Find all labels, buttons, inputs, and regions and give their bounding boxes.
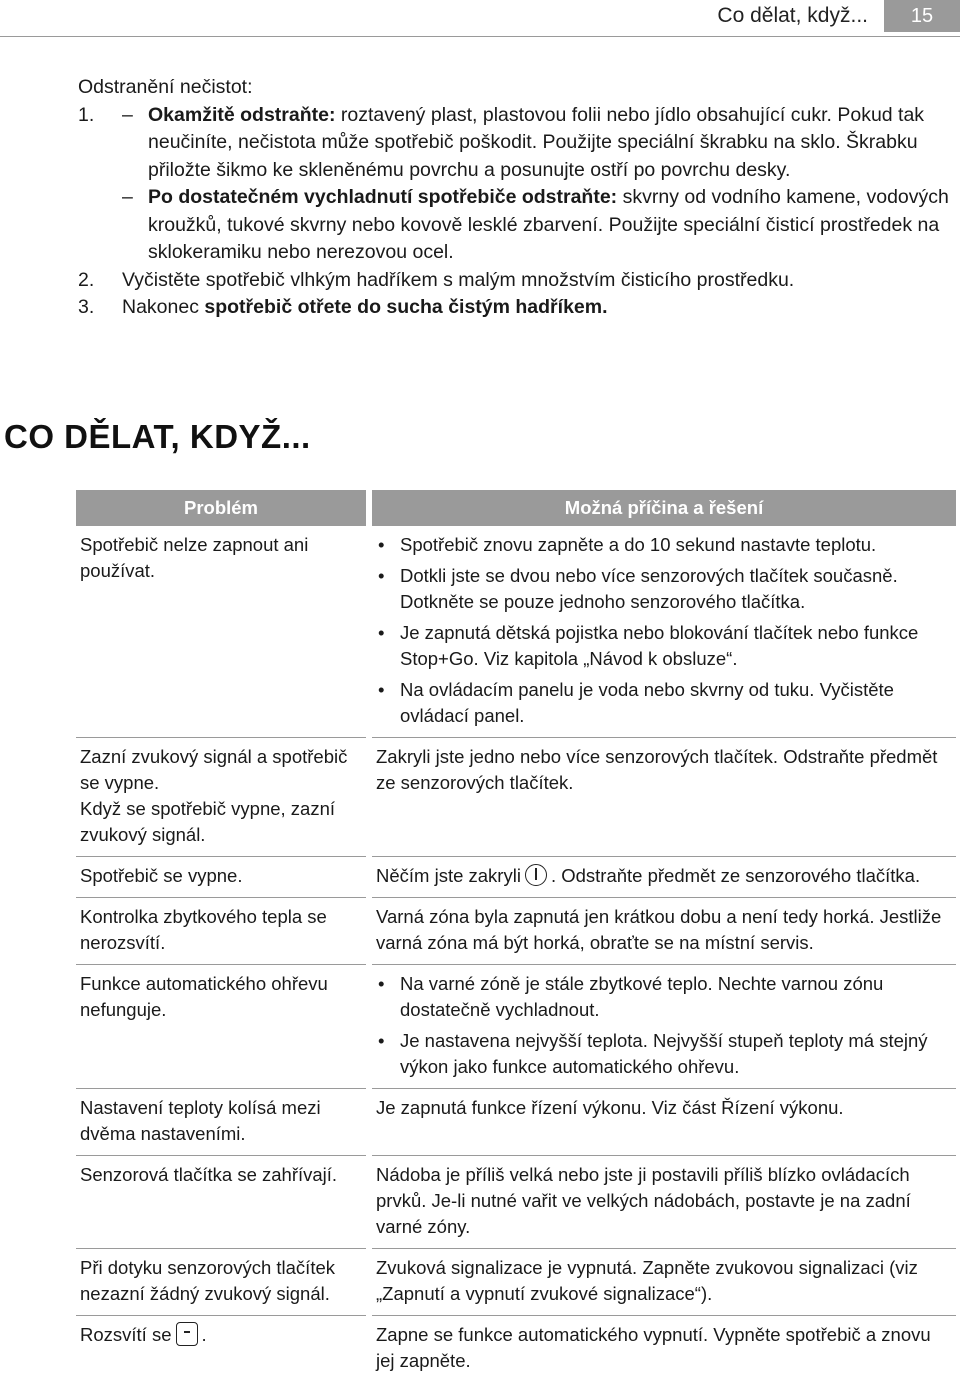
- problem-cell: Spotřebič se vypne.: [76, 857, 366, 898]
- cleaning-instructions: [78, 74, 950, 322]
- cleaning-step-1: [78, 102, 950, 185]
- problem-cell: Funkce automatického ohřevu nefunguje.: [76, 965, 366, 1089]
- solution-cell: Zakryli jste jedno nebo více senzorových tlačítek. Odstraňte předmět ze senzorových tlačítek.: [372, 738, 956, 857]
- list-item: • Dotkli jste se dvou nebo více senzorových tlačítek současně. Dotkněte se pouze jednoho senzorového tlačítka.: [376, 563, 952, 615]
- list-item: • Je nastavena nejvyšší teplota. Nejvyšší stupeň teploty má stejný výkon jako funkce automatického ohřevu.: [376, 1028, 952, 1080]
- column-header-problem: Problém: [76, 490, 366, 526]
- solution-cell: [372, 526, 956, 738]
- page-number: 15: [884, 0, 960, 32]
- section-title: CO DĚLAT, KDYŽ...: [4, 418, 311, 455]
- solution-cell: [372, 965, 956, 1089]
- table-row: [76, 965, 956, 1089]
- table-row: [76, 526, 956, 738]
- step-1b-bold: Po dostatečném vychladnutí spotřebiče odstraňte:: [148, 186, 618, 208]
- table-header: [76, 490, 956, 526]
- solution-cell: Je zapnutá funkce řízení výkonu. Viz část Řízení výkonu.: [372, 1089, 956, 1156]
- page-header: [0, 0, 960, 36]
- step-3-text: Nakonec: [122, 296, 205, 318]
- problem-cell: Senzorová tlačítka se zahřívají.: [76, 1156, 366, 1249]
- column-header-solution: Možná příčina a řešení: [372, 490, 956, 526]
- on-off-icon: [525, 864, 547, 886]
- cleaning-step-3: [78, 294, 950, 322]
- troubleshooting-table: [76, 490, 956, 1382]
- problem-cell: Kontrolka zbytkového tepla se nerozsvítí.: [76, 898, 366, 965]
- solution-cell: Zvuková signalizace je vypnutá. Zapněte zvukovou signalizaci (viz „Zapnutí a vypnutí zvukové signalizace“).: [372, 1249, 956, 1316]
- problem-cell: Spotřebič nelze zapnout ani používat.: [76, 526, 366, 738]
- problem-cell: [76, 738, 366, 857]
- cleaning-intro: Odstranění nečistot:: [78, 76, 253, 98]
- header-title: Co dělat, když...: [717, 4, 868, 27]
- problem-text: Rozsvítí se: [80, 1324, 172, 1345]
- solution-list: [376, 532, 952, 729]
- solution-cell: Nádoba je příliš velká nebo jste ji postavili příliš blízko ovládacích prvků. Je-li nutné vařit ve velkých nádobách, postavte je na zadní varné zóny.: [372, 1156, 956, 1249]
- step-3-bold: spotřebič otřete do sucha čistým hadříkem.: [204, 296, 608, 318]
- problem-cell: Při dotyku senzorových tlačítek nezazní žádný zvukový signál.: [76, 1249, 366, 1316]
- step-1-text-wrap: [122, 102, 950, 185]
- step-2-text: Vyčistěte spotřebič vlhkým hadříkem s malým množstvím čisticího prostředku.: [122, 268, 795, 291]
- table-row: [76, 857, 956, 898]
- solution-cell: Zapne se funkce automatického vypnutí. Vypněte spotřebič a znovu jej zapněte.: [376, 1324, 931, 1371]
- problem-cell: Nastavení teploty kolísá mezi dvěma nastaveními.: [76, 1089, 366, 1156]
- step-number: 3.: [78, 296, 95, 318]
- problem-text: .: [201, 1324, 207, 1345]
- table-row: [76, 1249, 956, 1316]
- step-1-text: roztavený plast, plastovou folii nebo jídlo obsahující cukr. Pokud tak neučiníte, nečistota může spotřebič poškodit. Použijte speciální škrabku na sklo. Škrabku přiložte šikmo ke skleněnému povrchu a posunujte ostří po povrchu desky.: [148, 103, 925, 181]
- solution-cell: [372, 857, 956, 898]
- step-number: 2.: [78, 268, 95, 291]
- problem-text: Když se spotřebič vypne, zazní zvukový signál.: [80, 798, 336, 845]
- header-divider: [0, 36, 960, 37]
- list-item: • Na ovládacím panelu je voda nebo skvrny od tuku. Vyčistěte ovládací panel.: [376, 677, 952, 729]
- list-item: • Je zapnutá dětská pojistka nebo blokování tlačítek nebo funkce Stop+Go. Viz kapitola „Návod k obsluze“.: [376, 620, 952, 672]
- table-row: [76, 738, 956, 857]
- solution-cell: Varná zóna byla zapnutá jen krátkou dobu a není tedy horká. Jestliže varná zóna má být horká, obraťte se na místní servis.: [372, 898, 956, 965]
- solution-text: . Odstraňte předmět ze senzorového tlačítka.: [550, 865, 921, 886]
- cleaning-step-2: [78, 267, 950, 295]
- dash-marker: –: [122, 103, 133, 126]
- solution-text: Něčím jste zakryli: [376, 865, 521, 886]
- list-item: • Na varné zóně je stále zbytkové teplo. Nechte varnou zónu dostatečně vychladnout.: [376, 971, 952, 1023]
- solution-list: [376, 971, 952, 1080]
- step-1-bold: Okamžitě odstraňte:: [148, 103, 336, 126]
- step-number: 1.: [78, 103, 95, 126]
- cleaning-step-1b: [78, 184, 950, 267]
- dash-marker: –: [122, 186, 133, 208]
- list-item: • Spotřebič znovu zapněte a do 10 sekund nastavte teplotu.: [376, 532, 952, 558]
- table-row: [76, 1089, 956, 1156]
- minus-display-icon: [176, 1322, 198, 1346]
- problem-text: Zazní zvukový signál a spotřebič se vypne.: [80, 746, 348, 793]
- table-row: [76, 1316, 956, 1382]
- table-row: [76, 898, 956, 965]
- table-row: [76, 1156, 956, 1249]
- problem-cell: [76, 1316, 366, 1382]
- step-1b-text: skvrny od vodního kamene, vodových kroužků, tukové skvrny nebo kovově lesklé zbarvení. Použijte speciální čisticí prostředek na sklokeramiku nebo nerezovou ocel.: [148, 186, 949, 263]
